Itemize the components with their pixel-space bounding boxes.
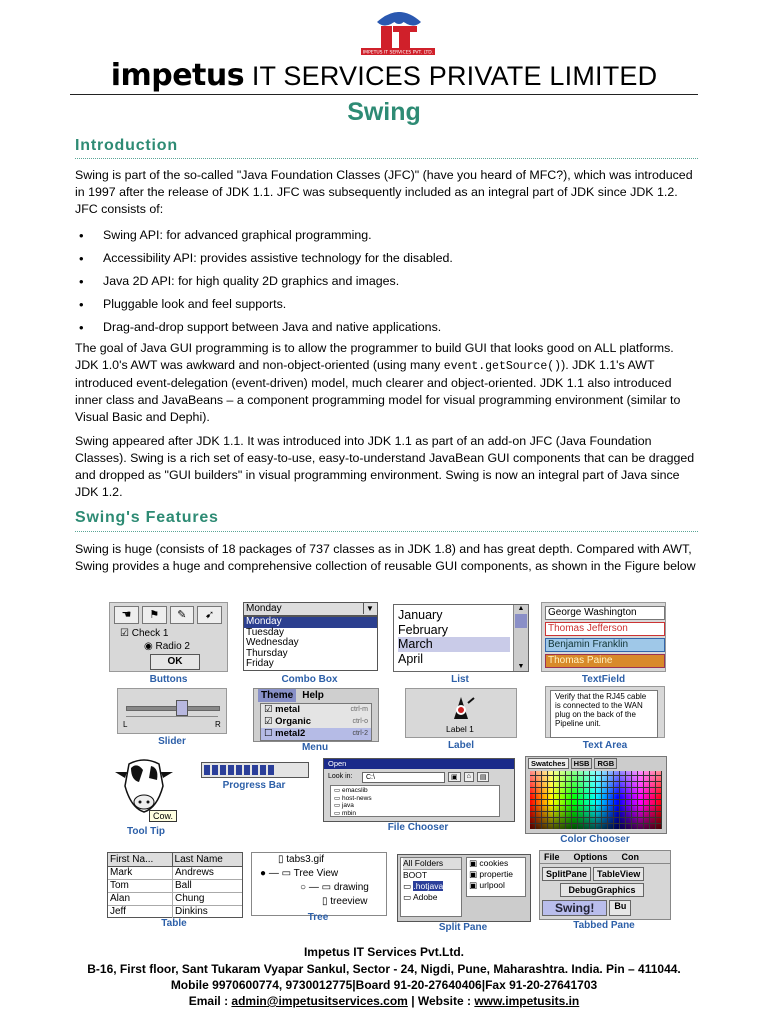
radio-label: Radio 2 [155,641,190,652]
tab-rgb[interactable]: RGB [594,758,617,769]
slider-demo [117,688,227,734]
section-rule [75,531,698,532]
menu-item-label: Organic [275,716,312,727]
combo-option[interactable]: Tuesday [246,626,284,638]
buttons-demo [109,602,228,672]
menu-theme[interactable]: Theme [258,689,296,702]
company-name [0,58,768,93]
menu-shortcut: ctrl-2 [352,730,368,737]
duke-icon [446,693,476,723]
intro-paragraph-2-b: ). JDK 1.1's AWT introduced event-delegation (event-driven) model, much clearer and object-oriented. JDK 1.1 also introduced inner class and JavaBeans – a component programming model for visual programming environment (similar to Visual Basic and Dephi). [75,358,681,424]
file-item[interactable]: ▣ urlpool [469,880,505,890]
chevron-up-icon[interactable]: ▲ [517,605,525,612]
table-row[interactable] [108,893,242,906]
color-chooser-demo [525,756,667,834]
tree-node[interactable]: ○ — ▭ drawing [300,882,369,893]
tab-swing[interactable]: Swing! [542,900,607,916]
brand-name: impetus [110,58,245,93]
textarea[interactable]: Verify that the RJ45 cable is connected to the WAN plug on the back of the Pipeline unit. [550,690,658,738]
file-item-label: emacslib [341,787,368,794]
list-item: • Drag-and-drop support between Java and native applications. [75,319,453,342]
table-cell: Andrews [175,867,214,878]
table-header[interactable]: First Na... [108,853,173,866]
file-item[interactable]: ▣ cookies [469,858,509,868]
file-chooser-title: Open [324,759,514,769]
progress-fill [204,765,276,775]
menu-file[interactable]: File [544,852,560,862]
slider-max-label: R [215,720,221,729]
combo-box[interactable] [243,602,378,616]
slider-ticks [126,716,218,717]
code-snippet: event.getSource() [443,360,562,373]
tab-bu[interactable]: Bu [609,900,631,916]
website-label: | Website : [407,994,475,1008]
menu-help[interactable]: Help [302,690,324,701]
table-cell: Dinkins [175,906,208,917]
jfc-bullet-list [75,227,453,342]
file-item-label: host-news [341,794,372,802]
textfield[interactable]: Benjamin Franklin [545,638,665,652]
file-item[interactable]: ▭ host-news [334,794,372,802]
caption-text-area: Text Area [582,740,628,751]
swatch-grid-lines [530,771,662,829]
menu-options[interactable]: Options [573,852,608,862]
caption-slider: Slider [158,736,186,747]
caption-file-chooser: File Chooser [387,822,449,833]
folder-item[interactable]: ▭ Adobe [403,892,438,902]
section-rule [75,158,698,159]
combo-box-demo [243,602,376,672]
textfield-demo [541,602,666,672]
intro-paragraph-3: Swing appeared after JDK 1.1. It was introduced into JDK 1.1 as part of an add-on JFC (Java Foundation Classes). Swing is a rich set of easy-to-use, easy-to-understand JavaBean GUI components that can be dragged and dropped as "GUI builders" in visual programming environment. Swing is now an integral part of Java since JDK 1.2. [75,434,695,499]
tab-hsb[interactable]: HSB [571,758,593,769]
table-row[interactable] [108,867,242,880]
list-scrollbar[interactable] [513,605,528,671]
section-heading-features: Swing's Features [75,509,219,526]
menu-item[interactable]: ☐ metal2 ctrl-2 [261,728,371,740]
features-paragraph-1: Swing is huge (consists of 18 packages of 737 classes as in JDK 1.8) and has great depth. Compared with AWT, Swing provides a huge and comprehensive collection of reusable GUI components, as shown in the Figure below [75,542,696,573]
tree-node-label: tabs3.gif [286,854,325,865]
table-cell: Mark [108,867,173,879]
menu-demo [253,688,379,742]
tree-node[interactable]: ▯ treeview [322,896,368,907]
textfield[interactable]: George Washington [545,606,665,620]
file-chooser-demo [323,758,515,822]
file-item[interactable]: ▭ java [334,802,354,809]
slider-min-label: L [123,720,128,729]
tree-node[interactable]: ● — ▭ Tree View [260,868,339,879]
split-pane-header: All Folders [403,858,461,870]
tab-splitpane[interactable]: SplitPane [542,867,591,881]
file-item-label: java [341,802,354,809]
combo-option[interactable]: Friday [246,658,274,670]
file-item[interactable]: ▭ emacslib [334,787,368,794]
footer-contact [0,994,768,1008]
cow-icon [111,758,177,818]
footer-address: B-16, First floor, Sant Tukaram Vyapar Sankul, Sector - 24, Nigdi, Pune, Maharashtra. India. Pin – 411044. [87,962,681,976]
table-row[interactable] [108,906,242,918]
pencil-icon[interactable]: ✎ [170,606,195,624]
hand-icon[interactable]: ☚ [114,606,139,624]
file-item-label: propertie [479,869,513,879]
company-name-rest: IT SERVICES PRIVATE LIMITED [251,61,658,91]
tree-node[interactable]: ▯ tabs3.gif [278,854,325,865]
tree-demo [251,852,387,916]
chevron-down-icon[interactable]: ▼ [517,663,525,670]
caption-list: List [451,674,469,685]
caption-label: Label [447,740,475,751]
caption-progress-bar: Progress Bar [222,780,286,791]
list-item[interactable]: January [398,608,443,622]
tab-debuggraphics[interactable]: DebugGraphics [560,883,644,897]
company-logo [355,8,439,58]
progress-bar [201,762,309,778]
menu-item[interactable]: ☑ Organic ctrl-o [264,716,368,727]
folder-item-label: Adobe [412,892,438,902]
caption-combo-box: Combo Box [281,674,338,685]
tree-node-label: drawing [333,882,369,893]
caption-tree: Tree [307,912,329,923]
menu-item[interactable]: ☑ metal ctrl-m [264,704,368,715]
combo-dropdown [243,616,378,671]
file-item[interactable]: ▣ propertie [469,869,513,879]
list-demo [393,604,529,672]
tooltip-bubble: Cow. [149,810,177,822]
table-row[interactable] [108,880,242,893]
textarea-demo [545,686,665,738]
email-label: Email : [188,994,232,1008]
list-item: • Accessibility API: provides assistive technology for the disabled. [75,250,453,273]
radio-2[interactable]: ◉ Radio 2 [144,641,190,652]
caption-tabbed-pane: Tabbed Pane [573,920,635,931]
caption-table: Table [161,918,187,929]
ok-button[interactable]: OK [150,654,200,670]
combo-option[interactable]: Thursday [246,647,288,659]
cursor-icon[interactable]: ➹ [197,606,222,624]
menu-item-label: metal2 [275,728,306,739]
list-item[interactable]: February [398,622,449,637]
table-demo [107,852,243,918]
caption-buttons: Buttons [149,674,188,685]
menu-shortcut: ctrl-o [352,718,368,725]
split-pane-right [466,857,526,897]
file-item-label: cookies [479,858,509,868]
chevron-down-icon[interactable]: ▼ [363,603,376,614]
table-header[interactable]: Last Name [174,854,223,865]
folder-item[interactable]: ▭ .hotjava [403,881,444,891]
new-folder-icon[interactable]: ▤ [477,772,490,782]
tabbed-pane-demo [539,850,671,920]
tree-node-label: treeview [330,896,368,907]
flag-icon[interactable]: ⚑ [142,606,167,624]
page-title: Swing [347,98,421,126]
checkbox-1[interactable]: ☑ Check 1 [120,628,169,639]
slider-track [126,706,220,711]
folder-item[interactable]: BOOT [403,870,428,880]
checkbox-label: Check 1 [131,628,169,639]
email-link[interactable]: admin@impetusitservices.com [231,994,408,1008]
folder-item-label: .hotjava [413,881,444,891]
combo-option[interactable]: Monday [244,617,377,628]
intro-paragraph-2 [75,340,700,426]
tooltip-demo [111,758,181,824]
footer-company: Impetus IT Services Pvt.Ltd. [303,945,465,959]
swatch-grid[interactable] [530,771,662,829]
label-demo [405,688,517,738]
textfield[interactable]: Thomas Paine [545,654,665,668]
list-item[interactable]: April [398,651,424,666]
tree-node-label: Tree View [293,868,339,879]
intro-paragraph-1: Swing is part of the so-called "Java Foundation Classes (JFC)" (have you heard of MFC?), which was introduced in 1997 after the release of JDK 1.1. JFC was subsequently included as an integral part of JDK since JDK 1.2. JFC consists of: [75,168,693,216]
footer-phones: Mobile 9970600774, 9730012775|Board 91-20-27640406|Fax 91-20-27641703 [170,978,598,992]
list-item[interactable]: March [398,637,510,652]
up-folder-icon[interactable]: ▣ [448,772,461,782]
caption-menu: Menu [301,742,329,753]
scroll-thumb[interactable] [515,614,527,628]
header-rule [70,94,698,95]
file-item[interactable]: ▭ mbin [334,809,357,817]
combo-selected: Monday [246,603,282,614]
table-cell: Jeff [108,906,173,918]
menu-item-label: metal [275,704,300,715]
list-item: • Pluggable look and feel supports. [75,296,453,319]
caption-color-chooser: Color Chooser [560,834,630,845]
label-text: Label 1 [446,724,474,734]
file-item-label: urlpool [479,880,505,890]
split-pane-demo [397,854,531,922]
caption-split-pane: Split Pane [438,922,488,933]
combo-option[interactable]: Wednesday [246,637,299,649]
table-cell: Alan [108,893,173,905]
list-item: • Java 2D API: for high quality 2D graphics and images. [75,273,453,296]
table-cell: Ball [175,880,192,891]
lookin-select[interactable]: C:\ [362,772,445,783]
home-icon[interactable]: ⌂ [464,772,474,782]
caption-textfield: TextField [581,674,626,685]
section-heading-introduction: Introduction [75,137,178,154]
swing-components-figure [105,600,670,933]
slider-thumb[interactable] [176,700,188,716]
tab-tableview[interactable]: TableView [593,867,644,881]
list-item: • Swing API: for advanced graphical programming. [75,227,453,250]
textfield[interactable]: Thomas Jefferson [545,622,665,636]
menu-con[interactable]: Con [621,852,640,862]
table-cell: Tom [108,880,173,892]
tab-swatches[interactable]: Swatches [528,758,569,769]
split-pane-left [400,857,462,917]
lookin-label: Look in: [328,773,353,780]
caption-tool-tip: Tool Tip [127,826,165,837]
website-link[interactable]: www.impetusits.in [474,994,580,1008]
table-cell: Chung [175,893,205,904]
logo-tagline: IMPETUS IT SERVICES PVT. LTD. [362,50,434,56]
file-item-label: mbin [341,809,357,817]
menu-shortcut: ctrl-m [350,706,368,713]
intro-paragraph-2-a: The goal of Java GUI programming is to allow the programmer to build GUI that looks good on ALL platforms. JDK 1.0's AWT was awkward and non-object-oriented (using many [75,341,674,372]
